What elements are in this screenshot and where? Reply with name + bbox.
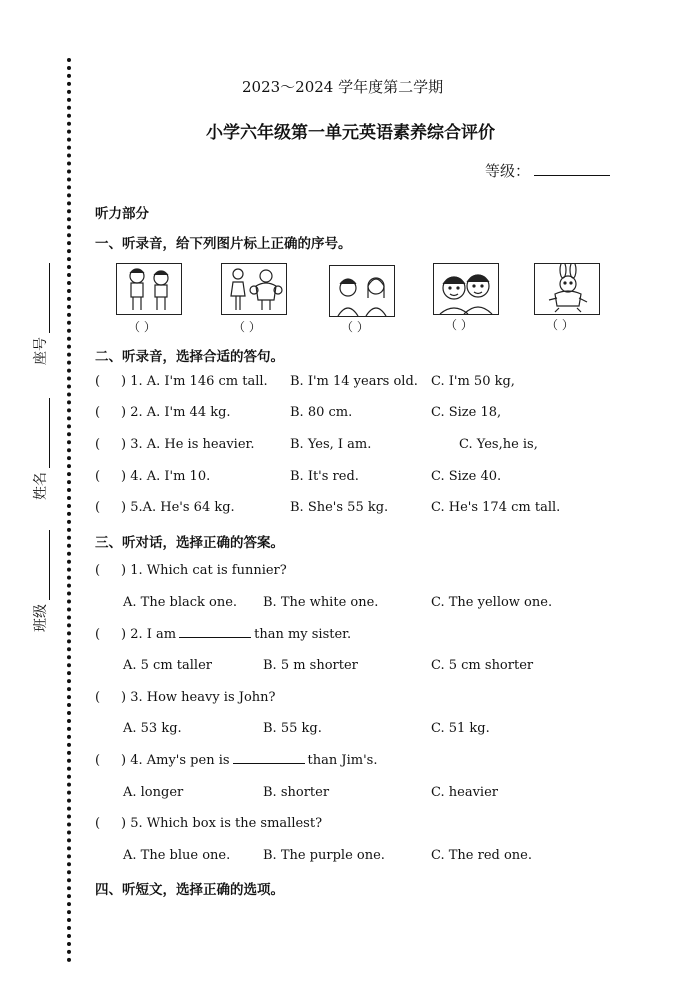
option-a: A. The blue one.: [123, 848, 231, 863]
page-title: 小学六年级第一单元英语素养综合评价: [206, 123, 495, 143]
option-b: B. It's red.: [290, 469, 359, 484]
option-a: ) 5.A. He's 64 kg.: [121, 500, 235, 515]
answer-paren[interactable]: (: [95, 500, 101, 515]
option-a: A. 5 cm taller: [123, 658, 212, 673]
section3-title: 三、听对话，选择正确的答案。: [95, 535, 284, 551]
answer-paren[interactable]: (: [95, 374, 101, 389]
section2-title: 二、听录音，选择合适的答句。: [95, 349, 284, 365]
class-label: 班级: [33, 604, 49, 632]
option-b: B. 5 m shorter: [263, 658, 358, 673]
two-kids-talking-picture: [329, 265, 395, 317]
question-text-end: than my sister.: [254, 627, 352, 642]
answer-paren[interactable]: (: [95, 753, 101, 768]
picture-4-paren[interactable]: （ ）: [445, 318, 473, 332]
option-c: C. Size 40.: [431, 469, 502, 484]
part-title: 听力部分: [95, 206, 149, 222]
picture-5-paren[interactable]: （ ）: [546, 318, 574, 332]
seat-field: [30, 263, 50, 365]
question-text: [121, 627, 351, 642]
grade-blank[interactable]: [534, 175, 610, 176]
option-c: C. The red one.: [431, 848, 533, 863]
seat-label: 座号: [33, 337, 49, 365]
seat-blank[interactable]: [49, 263, 50, 333]
class-field: [30, 530, 50, 632]
two-boys-picture: [116, 263, 182, 315]
answer-paren[interactable]: (: [95, 690, 101, 705]
picture-3-paren[interactable]: （ ）: [341, 320, 369, 334]
option-b: B. I'm 14 years old.: [290, 374, 418, 389]
rabbit-picture: [534, 263, 600, 315]
question-text: ) 1. Which cat is funnier?: [121, 563, 287, 578]
option-c: C. He's 174 cm tall.: [431, 500, 561, 515]
name-label: 姓名: [33, 472, 49, 500]
two-faces-picture: [433, 263, 499, 315]
answer-paren[interactable]: (: [95, 563, 101, 578]
option-b: B. shorter: [263, 785, 330, 800]
option-a: ) 2. A. I'm 44 kg.: [121, 405, 231, 420]
name-blank[interactable]: [49, 398, 50, 468]
binding-dotted-line: [67, 58, 71, 963]
option-c: C. The yellow one.: [431, 595, 553, 610]
question-text: ) 5. Which box is the smallest?: [121, 816, 323, 831]
option-b: B. She's 55 kg.: [290, 500, 389, 515]
question-text-start: ) 4. Amy's pen is: [121, 753, 230, 768]
answer-paren[interactable]: (: [95, 816, 101, 831]
section4-title: 四、听短文，选择正确的选项。: [95, 882, 284, 898]
option-c: C. 51 kg.: [431, 721, 490, 736]
option-c: C. Size 18,: [431, 405, 502, 420]
answer-paren[interactable]: (: [95, 627, 101, 642]
section1-title: 一、听录音，给下列图片标上正确的序号。: [95, 236, 352, 252]
girl-and-strong-man-picture: [221, 263, 287, 315]
answer-paren[interactable]: (: [95, 437, 101, 452]
question-text-end: than Jim's.: [307, 753, 378, 768]
option-a: A. The black one.: [123, 595, 238, 610]
fill-blank[interactable]: [233, 763, 305, 764]
question-text: [121, 753, 377, 768]
option-a: ) 1. A. I'm 146 cm tall.: [121, 374, 268, 389]
option-c: C. Yes,he is,: [459, 437, 538, 452]
option-a: ) 4. A. I'm 10.: [121, 469, 211, 484]
option-b: B. 80 cm.: [290, 405, 353, 420]
answer-paren[interactable]: (: [95, 469, 101, 484]
picture-2-paren[interactable]: （ ）: [233, 320, 261, 334]
option-a: A. 53 kg.: [123, 721, 182, 736]
option-a: ) 3. A. He is heavier.: [121, 437, 255, 452]
picture-1-paren[interactable]: （ ）: [128, 320, 156, 334]
school-year: 2023～2024 学年度第二学期: [242, 78, 444, 96]
grade-label: 等级：: [485, 162, 531, 180]
question-text: ) 3. How heavy is John?: [121, 690, 276, 705]
option-b: B. The white one.: [263, 595, 379, 610]
question-text-start: ) 2. I am: [121, 627, 177, 642]
option-c: C. heavier: [431, 785, 498, 800]
option-b: B. 55 kg.: [263, 721, 322, 736]
option-b: B. The purple one.: [263, 848, 385, 863]
name-field: [30, 398, 50, 500]
grade-field: [485, 160, 610, 181]
option-c: C. 5 cm shorter: [431, 658, 534, 673]
option-c: C. I'm 50 kg,: [431, 374, 515, 389]
fill-blank[interactable]: [179, 637, 251, 638]
option-b: B. Yes, I am.: [290, 437, 372, 452]
class-blank[interactable]: [49, 530, 50, 600]
option-a: A. longer: [123, 785, 184, 800]
answer-paren[interactable]: (: [95, 405, 101, 420]
